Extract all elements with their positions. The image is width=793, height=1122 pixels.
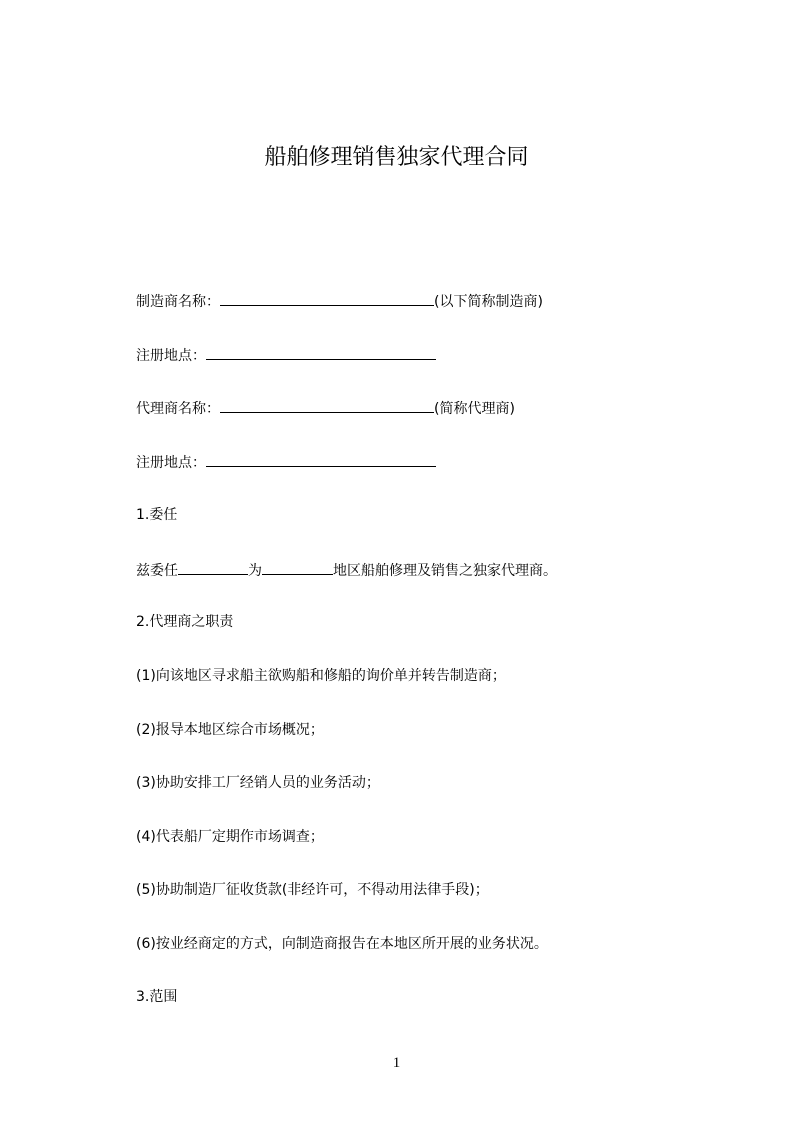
field-label: 注册地点： <box>136 455 206 471</box>
list-item: (2)报导本地区综合市场概况； <box>136 722 324 738</box>
field-label: 注册地点： <box>136 348 206 364</box>
blank-line <box>206 344 436 360</box>
agent-address-field <box>136 451 436 473</box>
section-heading: 1.委任 <box>136 507 178 523</box>
page-number: 1 <box>392 1055 401 1071</box>
appointment-paragraph <box>136 559 557 581</box>
list-item: (1)向该地区寻求船主欲购船和修船的询价单并转告制造商； <box>136 668 506 684</box>
manufacturer-address-field <box>136 344 436 366</box>
agent-name-field <box>136 397 515 419</box>
list-item: (5)协助制造厂征收货款(非经许可，不得动用法律手段)； <box>136 882 489 898</box>
text: 地区船舶修理及销售之独家代理商。 <box>333 563 557 579</box>
blank-line <box>220 290 434 306</box>
section-heading: 2.代理商之职责 <box>136 614 234 630</box>
document-title: 船舶修理销售独家代理合同 <box>264 145 529 170</box>
list-item: (6)按业经商定的方式，向制造商报告在本地区所开展的业务状况。 <box>136 936 548 952</box>
field-label: 制造商名称： <box>136 294 220 310</box>
blank-line <box>262 559 333 575</box>
field-label: 代理商名称： <box>136 401 220 417</box>
field-suffix: (以下简称制造商) <box>434 294 543 310</box>
text: 为 <box>248 563 262 579</box>
text: 兹委任 <box>136 563 178 579</box>
blank-line <box>178 559 248 575</box>
blank-line <box>206 451 436 467</box>
blank-line <box>220 397 434 413</box>
section-heading: 3.范围 <box>136 989 178 1005</box>
list-item: (4)代表船厂定期作市场调查； <box>136 829 324 845</box>
list-item: (3)协助安排工厂经销人员的业务活动； <box>136 775 380 791</box>
field-suffix: (简称代理商) <box>434 401 515 417</box>
manufacturer-name-field <box>136 290 543 312</box>
